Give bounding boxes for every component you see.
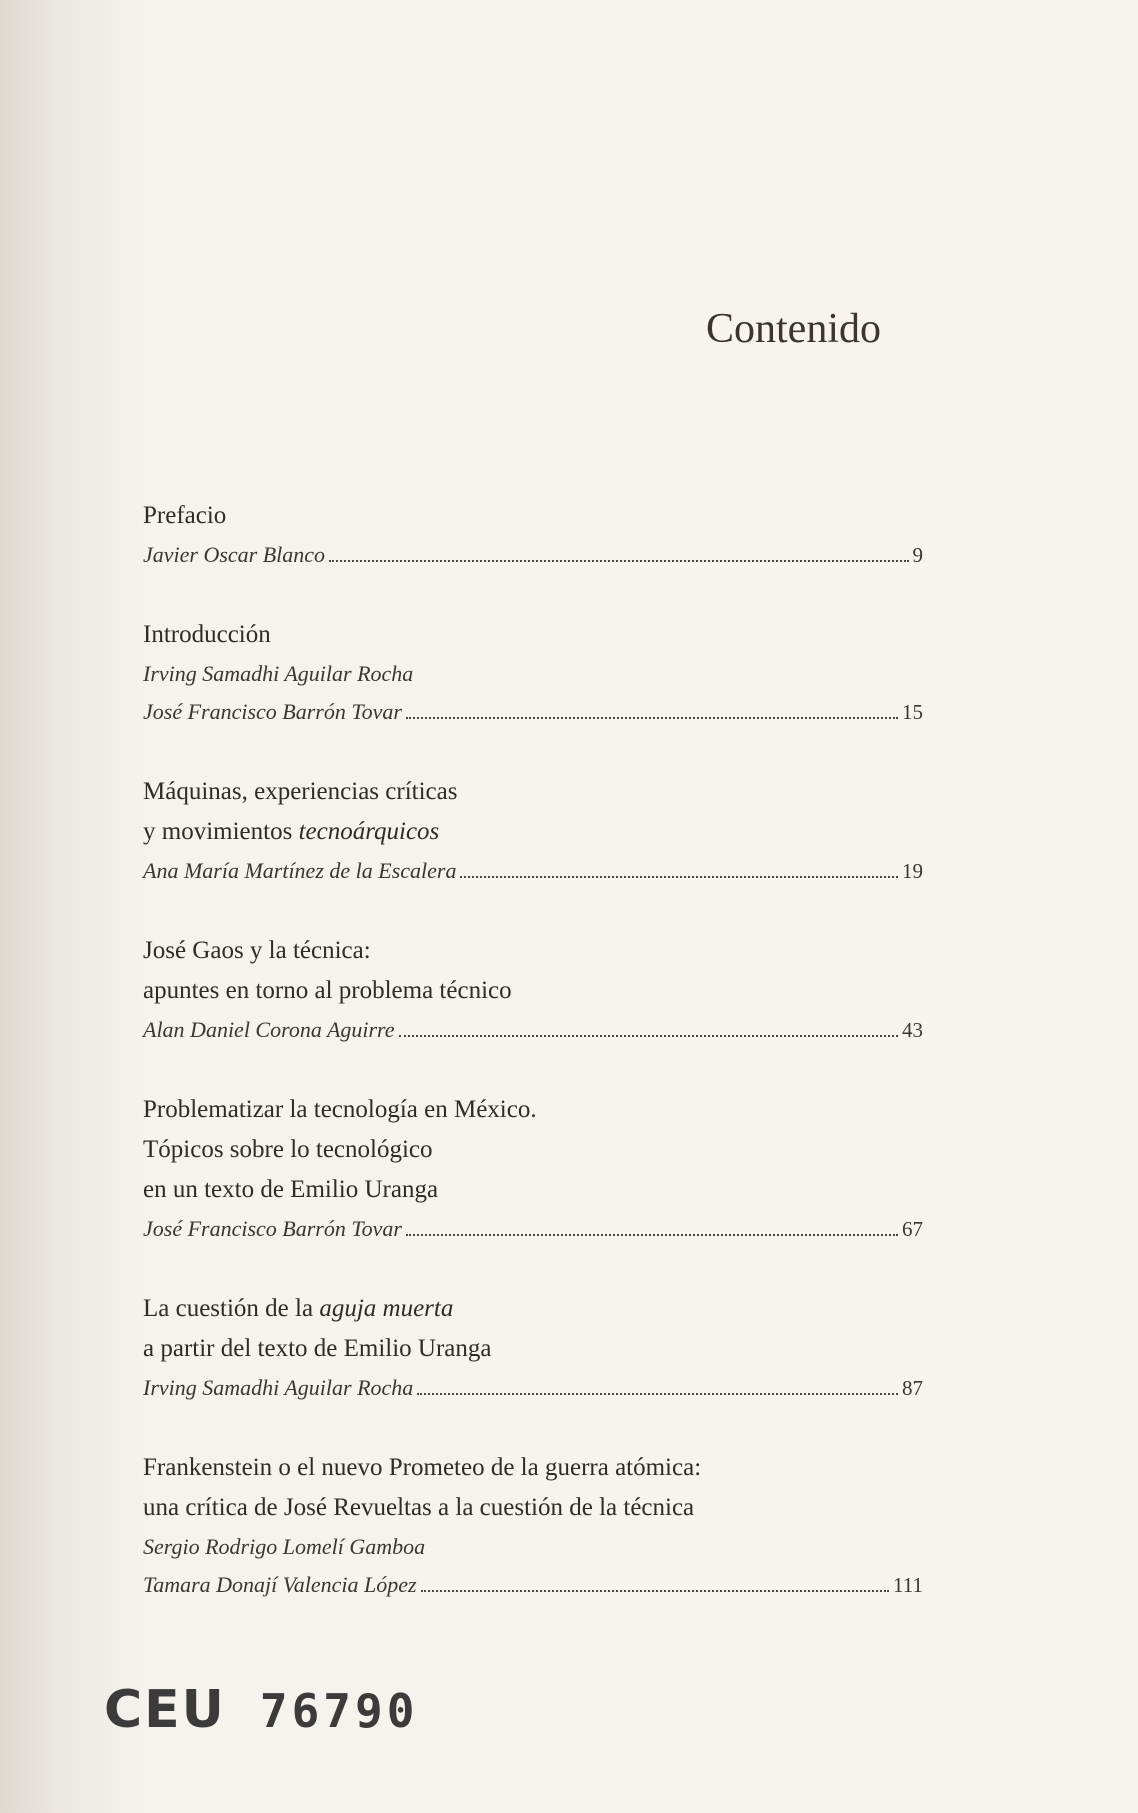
entry-page-number: 15 (902, 700, 923, 724)
entry-title-line: a partir del texto de Emilio Uranga (143, 1335, 492, 1362)
toc-entry-problematizar (143, 1090, 933, 1248)
dot-leader (406, 716, 898, 719)
entry-author: Javier Oscar Blanco (143, 542, 326, 567)
entry-title-line: una crítica de José Revueltas a la cuestión de la técnica (143, 1494, 695, 1521)
entry-author-line (143, 1011, 923, 1049)
entry-title: José Gaos y la técnica: (143, 937, 371, 964)
stamp-number: 76790 (259, 1684, 419, 1738)
table-of-contents (143, 496, 933, 1645)
entry-title-text: La cuestión de la (143, 1295, 320, 1322)
dot-leader (329, 559, 908, 562)
toc-entry-maquinas (143, 772, 933, 890)
toc-entry-jose-gaos (143, 931, 933, 1049)
entry-author: José Francisco Barrón Tovar (143, 1216, 402, 1241)
entry-author-line (143, 1210, 923, 1248)
entry-title: Introducción (143, 621, 271, 648)
entry-page-number: 19 (902, 859, 923, 883)
dot-leader (421, 1589, 889, 1592)
dot-leader (399, 1034, 898, 1037)
entry-page-number: 67 (902, 1217, 923, 1241)
entry-author-line (143, 536, 923, 574)
toc-entry-aguja-muerta (143, 1289, 933, 1407)
entry-title: Prefacio (143, 502, 227, 529)
entry-page-number: 111 (893, 1573, 923, 1597)
dot-leader (460, 875, 898, 878)
entry-title-text: y movimientos (143, 818, 299, 845)
dot-leader (417, 1392, 898, 1395)
dot-leader (406, 1233, 898, 1236)
entry-author: Alan Daniel Corona Aguirre (143, 1017, 395, 1042)
entry-author: José Francisco Barrón Tovar (143, 699, 402, 724)
entry-title-line (143, 812, 933, 852)
library-stamp (104, 1680, 418, 1740)
entry-title-line: Tópicos sobre lo tecnológico (143, 1136, 433, 1163)
entry-author-line (143, 1566, 923, 1604)
entry-author-line (143, 693, 923, 731)
entry-author: Irving Samadhi Aguilar Rocha (143, 1375, 414, 1400)
entry-title: Problematizar la tecnología en México. (143, 1096, 537, 1123)
page-title: Contenido (706, 306, 881, 352)
entry-author-line (143, 852, 923, 890)
entry-title-line: apuntes en torno al problema técnico (143, 977, 512, 1004)
stamp-code: CEU (104, 1680, 226, 1740)
toc-entry-introduccion (143, 615, 933, 731)
entry-author-line (143, 1369, 923, 1407)
entry-title-line: en un texto de Emilio Uranga (143, 1176, 439, 1203)
entry-author: Tamara Donají Valencia López (143, 1572, 417, 1597)
entry-title-line (143, 1289, 933, 1329)
entry-title-italic: aguja muerta (319, 1295, 454, 1322)
entry-title: Frankenstein o el nuevo Prometeo de la guerra atómica: (143, 1454, 702, 1481)
entry-title: Máquinas, experiencias críticas (143, 778, 458, 805)
entry-author: Sergio Rodrigo Lomelí Gamboa (143, 1534, 426, 1559)
toc-entry-frankenstein (143, 1448, 933, 1604)
entry-page-number: 9 (912, 543, 923, 567)
entry-author: Ana María Martínez de la Escalera (143, 858, 457, 883)
toc-entry-prefacio (143, 496, 933, 574)
entry-page-number: 87 (902, 1376, 923, 1400)
entry-page-number: 43 (902, 1018, 923, 1042)
entry-author: Irving Samadhi Aguilar Rocha (143, 661, 414, 686)
entry-title-italic: tecnoárquicos (298, 818, 440, 845)
